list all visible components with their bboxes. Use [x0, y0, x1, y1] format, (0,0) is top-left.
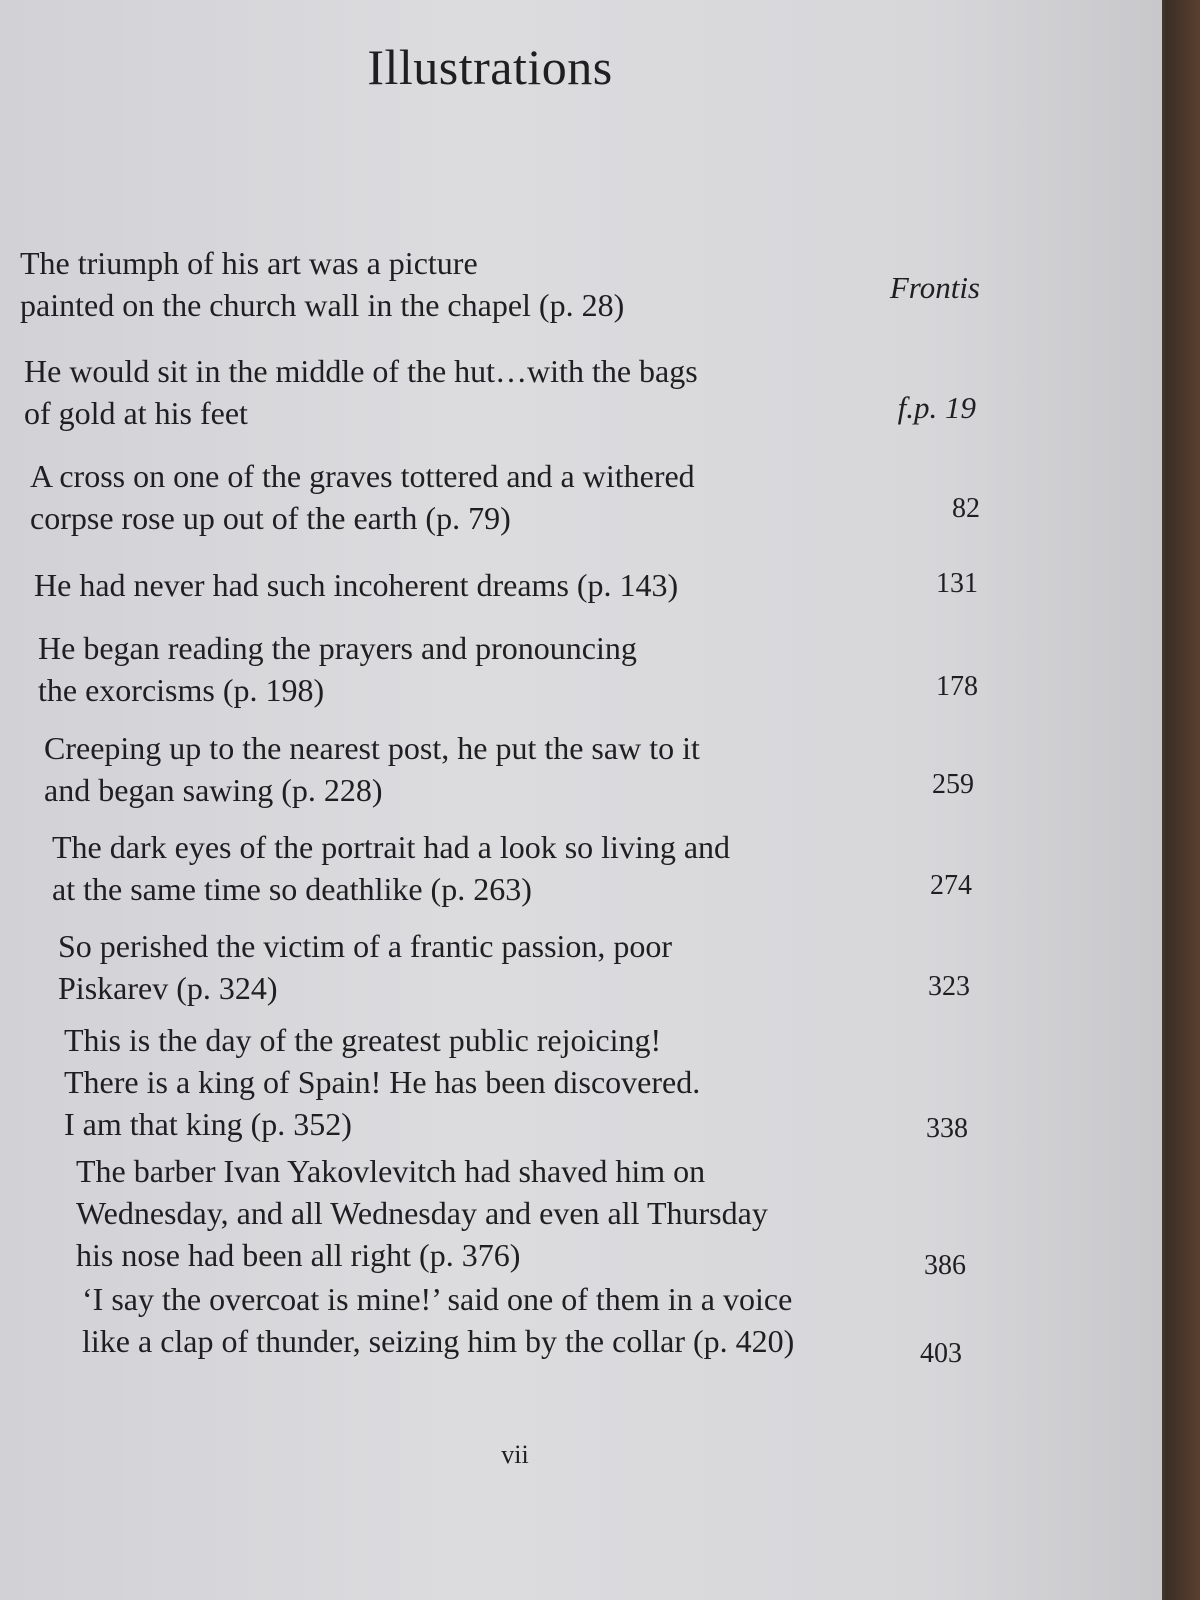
- entry-page-ref: 274: [930, 870, 972, 901]
- caption-line: So perished the victim of a frantic passion, poor: [58, 928, 673, 964]
- illustration-entry: [24, 350, 976, 434]
- illustration-entry: [30, 455, 980, 539]
- entry-caption: [64, 1019, 864, 1145]
- entry-page-ref: 178: [936, 671, 978, 702]
- illustration-entry: [34, 564, 978, 606]
- entry-caption: [34, 564, 834, 606]
- illustration-entry: [76, 1150, 966, 1281]
- caption-line: I am that king (p. 352): [64, 1106, 352, 1142]
- entry-caption: [24, 350, 824, 434]
- illustration-entry: [44, 727, 976, 811]
- entry-page-ref: 82: [952, 493, 980, 524]
- caption-line: corpse rose up out of the earth (p. 79): [30, 500, 511, 536]
- entry-caption: [58, 925, 858, 1009]
- caption-line: at the same time so deathlike (p. 263): [52, 871, 532, 907]
- caption-line: like a clap of thunder, seizing him by the collar (p. 420): [82, 1323, 795, 1359]
- caption-line: Wednesday, and all Wednesday and even all Thursday: [76, 1195, 768, 1231]
- entry-page-ref: 403: [920, 1338, 962, 1369]
- illustration-entry: [52, 826, 972, 910]
- caption-line: his nose had been all right (p. 376): [76, 1237, 521, 1273]
- entry-caption: [38, 627, 838, 711]
- caption-line: He would sit in the middle of the hut…with the bags: [24, 353, 698, 389]
- illustration-entry: [64, 1019, 968, 1145]
- illustration-entry: [82, 1278, 962, 1369]
- illustration-entry: [38, 627, 978, 711]
- entry-caption: [52, 826, 852, 910]
- entry-page-ref: 323: [928, 971, 970, 1002]
- entry-caption: [20, 242, 820, 326]
- entry-caption: [44, 727, 844, 811]
- caption-line: Creeping up to the nearest post, he put the saw to it: [44, 730, 700, 766]
- entry-page-ref: Frontis: [889, 270, 980, 305]
- entry-page-ref: 338: [926, 1113, 968, 1144]
- caption-line: The barber Ivan Yakovlevitch had shaved him on: [76, 1153, 706, 1189]
- illustration-entry: [20, 242, 980, 326]
- caption-line: and began sawing (p. 228): [44, 772, 383, 808]
- entry-page-ref: f.p. 19: [897, 390, 976, 425]
- caption-line: painted on the church wall in the chapel (p. 28): [20, 287, 625, 323]
- caption-line: The triumph of his art was a picture: [20, 245, 478, 281]
- caption-line: He began reading the prayers and pronouncing: [38, 630, 637, 666]
- caption-line: ‘I say the overcoat is mine!’ said one of them in a voice: [82, 1281, 793, 1317]
- caption-line: The dark eyes of the portrait had a look so living and: [52, 829, 731, 865]
- entry-caption: [76, 1150, 876, 1276]
- entry-caption: [30, 455, 830, 539]
- entry-caption: [82, 1278, 882, 1362]
- entry-page-ref: 386: [924, 1250, 966, 1281]
- caption-line: Piskarev (p. 324): [58, 970, 278, 1006]
- entry-page-ref: 131: [936, 568, 978, 599]
- entry-page-ref: 259: [932, 769, 974, 800]
- illustration-entry: [58, 925, 970, 1009]
- caption-line: There is a king of Spain! He has been discovered.: [64, 1064, 701, 1100]
- page-number: vii: [501, 1440, 529, 1469]
- page-heading: Illustrations: [367, 39, 613, 95]
- caption-line: A cross on one of the graves tottered and a withered: [30, 458, 695, 494]
- caption-line: He had never had such incoherent dreams (p. 143): [34, 567, 679, 603]
- caption-line: the exorcisms (p. 198): [38, 672, 325, 708]
- caption-line: This is the day of the greatest public rejoicing!: [64, 1022, 662, 1058]
- caption-line: of gold at his feet: [24, 395, 248, 431]
